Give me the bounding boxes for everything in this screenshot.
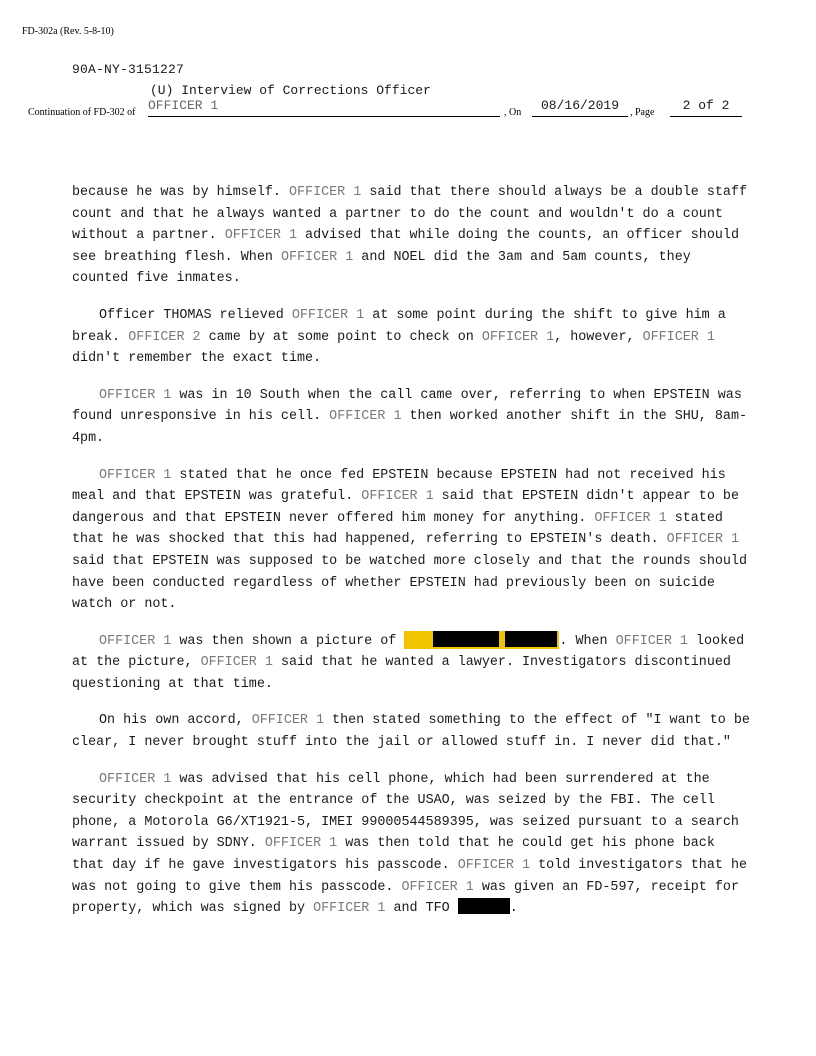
caption: (U) Interview of Corrections Officer [150, 83, 431, 98]
document-body [72, 182, 758, 935]
redacted-name-label: OFFICER 1 [313, 901, 386, 917]
redacted-name-label: OFFICER 1 [457, 858, 531, 874]
body-paragraph [72, 631, 752, 696]
text-run: Officer THOMAS relieved [99, 307, 292, 323]
text-run: said that EPSTEIN was supposed to be watched more closely and that the rounds should have been conducted regardless of whether EPSTEIN had previously been on suicide watch or not. [72, 532, 756, 613]
body-paragraph [72, 710, 758, 753]
text-run: because he was by himself. [72, 185, 289, 200]
body-paragraph [72, 305, 752, 370]
text-run: . [509, 901, 518, 917]
redaction-box [505, 631, 557, 647]
text-run: stated that he was shocked that this had happened, referring to EPSTEIN's death. [72, 510, 731, 548]
text-run: was given an FD-597, receipt for property, which was signed by [72, 879, 748, 917]
page-label: , Page [630, 107, 655, 118]
body-paragraph [72, 769, 756, 920]
redacted-name-label: OFFICER 1 [329, 409, 402, 425]
text-run: , however, [554, 329, 643, 345]
text-run: didn't remember the exact time. [72, 329, 723, 367]
text-run: was then shown a picture of [171, 633, 405, 649]
text-run: . When [559, 633, 616, 649]
redacted-name-label: OFFICER 1 [291, 307, 365, 323]
date-field: 08/16/2019 [532, 98, 628, 117]
redacted-name-label: OFFICER 1 [280, 249, 354, 265]
redacted-name-label: OFFICER 1 [642, 329, 715, 345]
redacted-name-label: OFFICER 2 [128, 329, 201, 345]
redacted-name-label: OFFICER 1 [615, 633, 688, 649]
text-run: told investigators that he was not going to give them his passcode. [72, 858, 756, 895]
text-run: On his own accord, [99, 713, 252, 729]
redaction-box [458, 898, 510, 914]
text-run: said that there should always be a double staff count and that he always wanted a partner to do the count and wouldn't do a count without a partner. [72, 185, 756, 244]
page-field: 2 of 2 [670, 98, 742, 117]
text-run: advised that while doing the counts, an officer should see breathing flesh. When [72, 228, 748, 265]
text-run: was in 10 South when the call came over, referring to when EPSTEIN was found unresponsive in his cell. [72, 387, 750, 425]
redacted-name-label: OFFICER 1 [288, 185, 362, 200]
continuation-row [0, 98, 816, 120]
redacted-name-label: OFFICER 1 [401, 879, 474, 895]
body-paragraph [72, 385, 752, 450]
text-run: and TFO [385, 901, 458, 917]
redacted-name-label: OFFICER 1 [481, 329, 555, 345]
body-paragraph [72, 465, 756, 616]
text-run: was then told that he could get his phone back that day if he gave investigators his passcode. [72, 836, 723, 874]
redacted-name-label: OFFICER 1 [666, 532, 739, 548]
text-run: then worked another shift in the SHU, 8am-4pm. [72, 409, 748, 446]
text-run: said that he wanted a lawyer. Investigators discontinued questioning at that time. [72, 655, 739, 692]
text-run: said that EPSTEIN didn't appear to be dangerous and that EPSTEIN never offered him money for anything. [72, 489, 748, 526]
text-run: was advised that his cell phone, which had been surrendered at the security checkpoint at the entrance of the USAO, was seized by the FBI. The cell phone, a Motorola G6/XT1921-5, IMEI 99000544589395, was seized pursuant to a search warrant issued by SDNY. [72, 771, 748, 852]
redaction-highlighted [404, 631, 559, 649]
body-paragraph [72, 182, 756, 290]
redacted-name-label: OFFICER 1 [361, 489, 434, 505]
text-run: looked at the picture, [72, 633, 753, 671]
redacted-name-label: OFFICER 1 [224, 228, 298, 244]
redacted-name-label: OFFICER 1 [200, 655, 273, 671]
redaction-box [433, 631, 499, 647]
text-run: at some point during the shift to give him a break. [72, 307, 734, 345]
text-run: came by at some point to check on [200, 329, 482, 345]
file-number: 90A-NY-3151227 [72, 62, 185, 77]
redacted-name-label: OFFICER 1 [99, 633, 172, 649]
redacted-name-label: OFFICER 1 [99, 467, 172, 483]
redacted-name-label: OFFICER 1 [594, 510, 667, 526]
text-run: stated that he once fed EPSTEIN because EPSTEIN had not received his meal and that EPSTEIN was grateful. [72, 467, 734, 505]
text-run: then stated something to the effect of "I want to be clear, I never brought stuff into the jail or allowed stuff in. I never did that." [72, 713, 758, 751]
redacted-name-label: OFFICER 1 [251, 713, 325, 729]
subject-field: OFFICER 1 [148, 98, 500, 117]
redacted-name-label: OFFICER 1 [264, 836, 338, 852]
redacted-name-label: OFFICER 1 [99, 771, 172, 787]
form-id: FD-302a (Rev. 5-8-10) [22, 26, 114, 37]
continuation-label: Continuation of FD-302 of [28, 107, 136, 118]
on-label: , On [504, 107, 522, 118]
text-run: and NOEL did the 3am and 5am counts, they counted five inmates. [72, 249, 699, 287]
redacted-name-label: OFFICER 1 [99, 387, 172, 403]
